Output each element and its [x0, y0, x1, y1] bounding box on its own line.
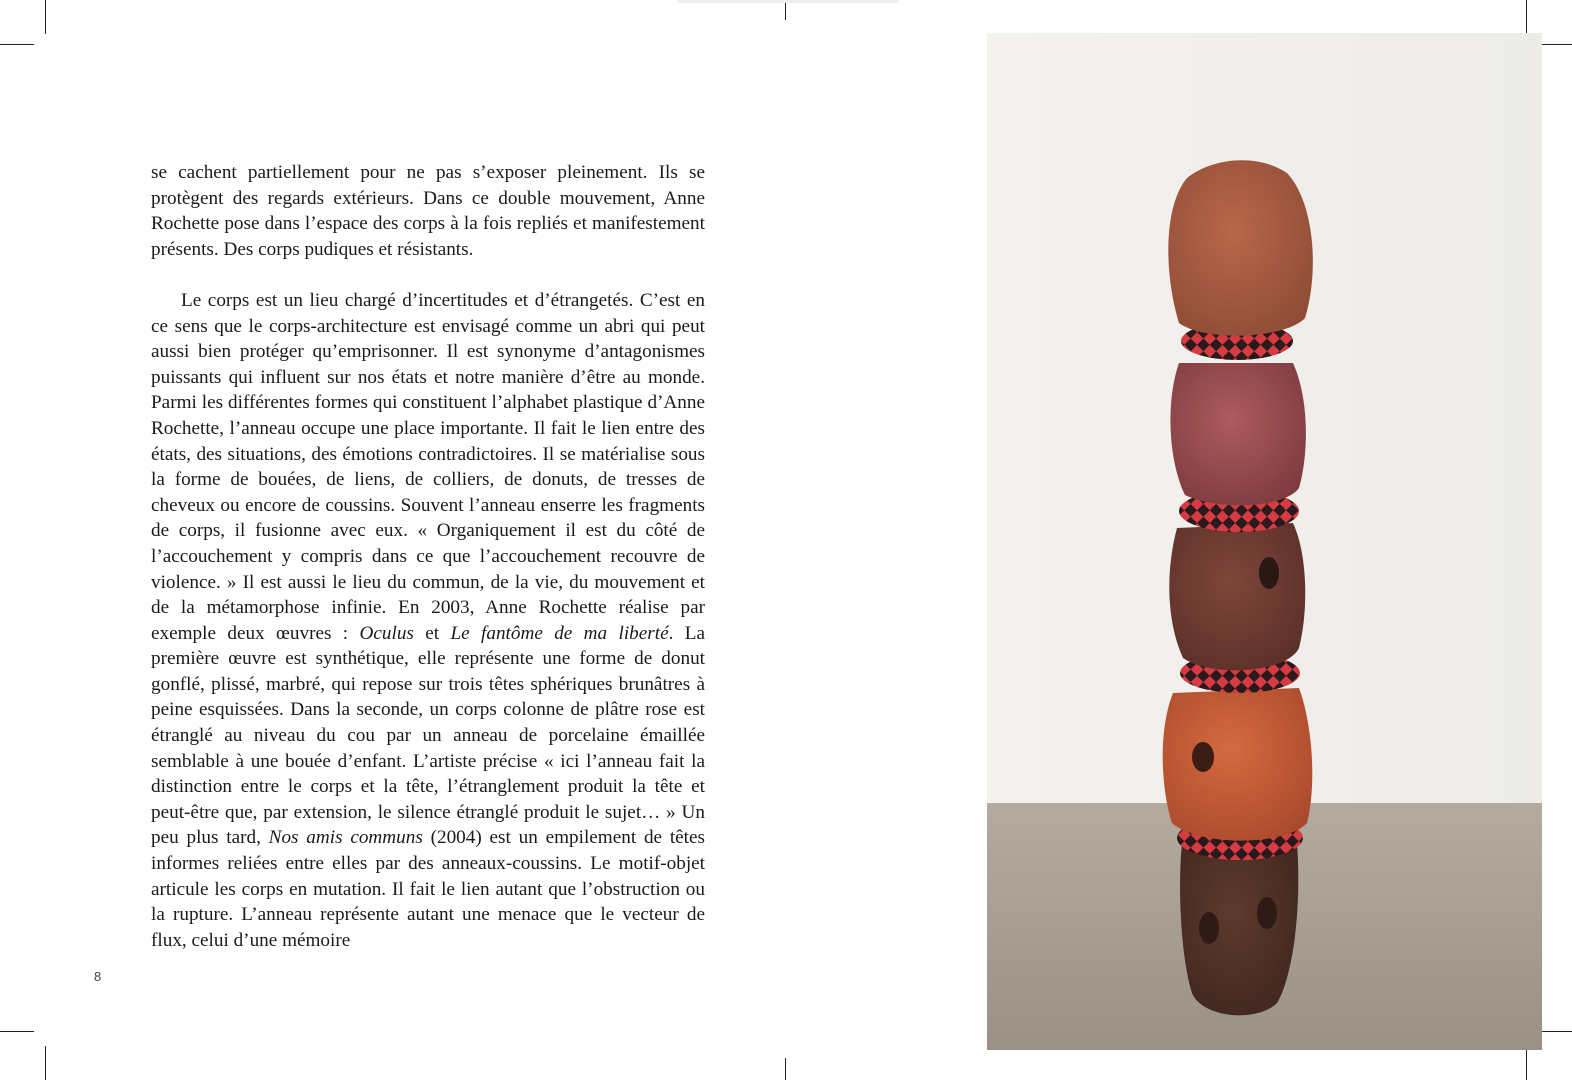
text-run: (2004) est un empilement de têtes informes reliées entre elles par des anneaux-coussins. Le motif-objet articule les corps en mutation. Il fait le lien autant que l’obstruction ou la rupture. L’anneau représente autant une menace que le vecteur de flux, celui d’une mémoire: [151, 827, 705, 951]
crop-mark: [45, 1046, 46, 1080]
crop-mark: [785, 0, 786, 20]
crop-mark: [1526, 0, 1527, 34]
page-number: 8: [94, 969, 102, 984]
paragraph: [151, 160, 705, 262]
paragraph: [151, 288, 705, 953]
text-run: se cachent partiellement pour ne pas s’exposer pleinement. Ils se protègent des regards extérieurs. Dans ce double mouvement, Anne Rochette pose dans l’espace des corps à la fois repliés et manifestement présents. Des corps pudiques et résistants.: [151, 162, 705, 260]
binding-gutter-mark: [678, 0, 898, 3]
crop-mark: [0, 44, 34, 45]
sculpture-photo: [987, 33, 1542, 1050]
crop-mark: [1526, 1046, 1527, 1080]
crop-mark: [45, 0, 46, 34]
artwork-title-nos-amis: Nos amis communs: [268, 827, 423, 849]
crop-mark: [785, 1058, 786, 1080]
text-run: Le corps est un lieu chargé d’incertitudes et d’étrangetés. C’est en ce sens que le corps-architecture est envisagé comme un abri qui peut aussi bien protéger qu’emprisonner. Il est synonyme d’antagonismes puissants qui influent sur nos états et notre manière d’être au monde. Parmi les différentes formes qui constituent l’alphabet plastique d’Anne Rochette, l’anneau occupe une place importante. Il fait le lien entre des états, des situations, des émotions contradictoires. Il se matérialise sous la forme de bouées, de liens, de colliers, de donuts, de tresses de cheveux ou encore de coussins. Souvent l’anneau enserre les fragments de corps, il fusionne avec eux. « Organiquement il est du côté de l’accouchement y compris dans ce que l’accouchement recouvre de violence. » Il est aussi le lieu du commun, de la vie, du mouvement et de la métamorphose infinie. En 2003, Anne Rochette réalise par exemple deux œuvres :: [151, 289, 705, 644]
artwork-title-fantome: Le fantôme de ma liberté: [450, 622, 669, 644]
crop-mark: [1538, 1031, 1572, 1032]
body-text: [151, 160, 705, 953]
artwork-title-oculus: Oculus: [359, 622, 414, 644]
crop-mark: [0, 1031, 34, 1032]
sculpture-illustration: [987, 33, 1542, 1050]
text-run: . La première œuvre est synthétique, elle représente une forme de donut gonflé, plissé, marbré, qui repose sur trois têtes sphériques brunâtres à peine esquissées. Dans la seconde, un corps colonne de plâtre rose est étranglé au niveau du cou par un anneau de porcelaine émaillée semblable à une bouée d’enfant. L’artiste précise « ici l’anneau fait la distinction entre le corps et la tête, l’étranglement produit la tête et peut-être que, par extension, le silence étranglé produit le sujet… » Un peu plus tard,: [151, 622, 705, 849]
text-run: et: [413, 622, 451, 644]
crop-mark: [1538, 44, 1572, 45]
